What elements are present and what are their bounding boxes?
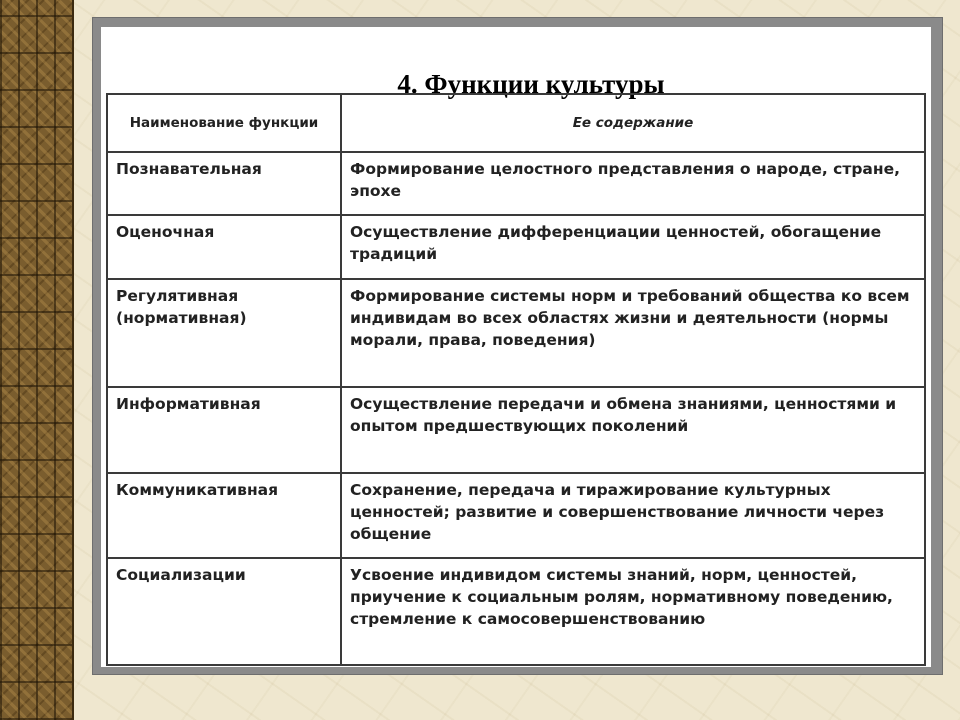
function-content-cell: Осуществление дифференциации ценностей, обогащение традиций	[341, 215, 925, 279]
function-content-cell: Формирование системы норм и требований общества ко всем индивидам во всех областях жизни и деятельности (нормы морали, права, поведения)	[341, 279, 925, 387]
function-name-cell: Информативная	[107, 387, 341, 473]
function-name-cell: Коммуникативная	[107, 473, 341, 558]
function-name-cell: Регулятивная (нормативная)	[107, 279, 341, 387]
table-row	[107, 215, 925, 279]
function-content-cell: Осуществление передачи и обмена знаниями, ценностями и опытом предшествующих поколений	[341, 387, 925, 473]
function-name-cell: Оценочная	[107, 215, 341, 279]
table-header-row	[107, 94, 925, 152]
column-header-function-name: Наименование функции	[107, 94, 341, 152]
culture-functions-table	[106, 93, 926, 666]
slide-title: 4. Функции культуры	[397, 69, 665, 99]
slide	[101, 27, 931, 667]
function-name-cell: Социализации	[107, 558, 341, 665]
table-row	[107, 279, 925, 387]
table-row	[107, 152, 925, 215]
decorative-side-border	[0, 0, 74, 720]
column-header-content: Ее содержание	[341, 94, 925, 152]
function-name-cell: Познавательная	[107, 152, 341, 215]
table-row	[107, 473, 925, 558]
function-content-cell: Формирование целостного представления о народе, стране, эпохе	[341, 152, 925, 215]
table-row	[107, 558, 925, 665]
table-row	[107, 387, 925, 473]
function-content-cell: Усвоение индивидом системы знаний, норм, ценностей, приучение к социальным ролям, нормативному поведению, стремление к самосовершенствованию	[341, 558, 925, 665]
function-content-cell: Сохранение, передача и тиражирование культурных ценностей; развитие и совершенствование личности через общение	[341, 473, 925, 558]
